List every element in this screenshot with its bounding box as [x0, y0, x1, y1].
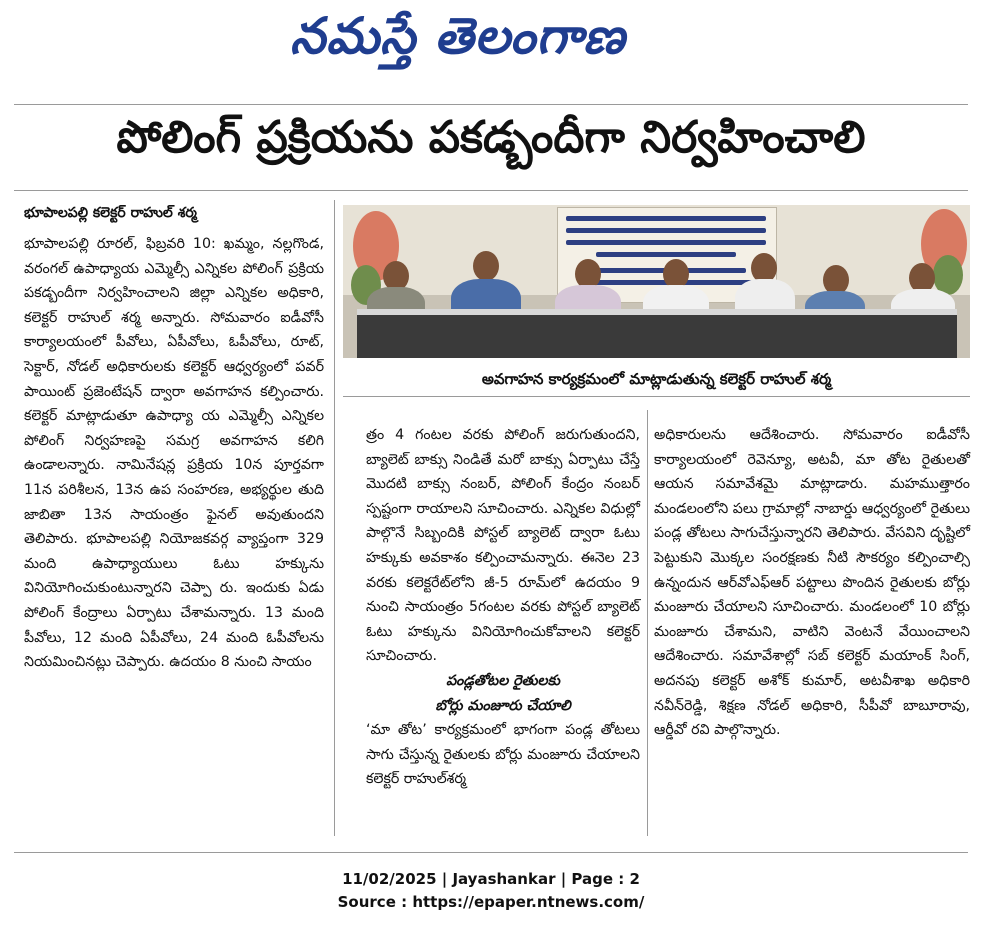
footer-date-line: 11/02/2025 | Jayashankar | Page : 2	[342, 870, 640, 888]
article-column-1	[24, 232, 324, 675]
caption-divider	[343, 396, 970, 397]
top-divider	[14, 104, 968, 105]
article-byline: భూపాలపల్లి కలెక్టర్ రాహుల్ శర్మ	[24, 205, 197, 221]
photo-caption: అవగాహన కార్యక్రమంలో మాట్లాడుతున్న కలెక్టర్ రాహుల్ శర్మ	[481, 370, 832, 388]
subheading-line-1: పండ్లతోటల రైతులకు	[446, 672, 560, 689]
headline-divider	[14, 190, 968, 191]
column-3-text: అధికారులను ఆదేశించారు. సోమవారం ఐడీవోసీ కార్యాలయంలో రెవెన్యూ, అటవీ, మా తోట రైతులతో ఆయన సమావేశమై మాట్లాడారు. మహముత్తారం మండలంలోని పలు గ్రామాల్లో నాబార్డు ఆధ్వర్యంలో రైతులు పండ్ల తోటలు సాగుచేస్తున్నారని తెలిపారు. వేసవిని దృష్టిలో పెట్టుకుని మొక్కల సంరక్షణకు నీటి సౌకర్యం కల్పించాల్సి ఉన్నందున ఆర్‌వోఎఫ్‌ఆర్ పట్టాలు పొందిన రైతులకు బోర్లు మంజూరు చేయాలని సూచించారు. మండలంలో 10 బోర్లు మంజూరు చేశామని, వాటిని వెంటనే వేయించాలని ఆదేశించారు. సమావేశాల్లో సబ్ కలెక్టర్ మయాంక్ సింగ్, అదనపు కలెక్టర్ అశోక్ కుమార్, అటవీశాఖ అధికారి నవీన్‌రెడ్డి, శిక్షణ నోడల్ అధికారి, సీపీవో బాబూరావు, ఆర్డీవో రవి పాల్గొన్నారు.	[654, 427, 970, 739]
article-column-3	[654, 423, 970, 743]
article-column-2	[366, 423, 640, 792]
column-2b-text: ‘మా తోట’ కార్యక్రమంలో భాగంగా పండ్ల తోటలు సాగు చేస్తున్న రైతులకు బోర్లు మంజూరు చేయాలని కలెక్టర్ రాహుల్‌శర్మ	[366, 722, 640, 788]
column-2-text: త్రం 4 గంటల వరకు పోలింగ్ జరుగుతుందని, బ్యాలెట్ బాక్సు నిండితే మరో బాక్సు ఏర్పాటు చేస్తే మొదటి బాక్సు నంబర్, పోలింగ్ కేంద్రం నంబర్ స్పష్టంగా రాయాలని సూచించారు. ఎన్నికల విధుల్లో పాల్గొనే సిబ్బందికి పోస్టల్ బ్యాలెట్ ద్వారా ఓటు హక్కుకు అవకాశం కల్పించామన్నారు. ఈనెల 23 వరకు కలెక్టరేట్‌లోని జీ-5 రూమ్‌లో ఉదయం 9 నుంచి సాయంత్రం 5గంటల వరకు పోస్టల్ బ్యాలెట్ ఓటు హక్కును వినియోగించుకోవాలని కలెక్టర్ సూచించారు.	[366, 427, 640, 665]
column-1-text: భూపాలపల్లి రూరల్, ఫిబ్రవరి 10: ఖమ్మం, నల్లగొండ, వరంగల్ ఉపాధ్యాయ ఎమ్మెల్సీ ఎన్నికల పోలింగ్ ప్రక్రియ పకడ్బందీగా నిర్వహించాలని జిల్లా ఎన్నికల అధికారి, కలెక్టర్ రాహుల్ శర్మ అన్నారు. సోమవారం ఐడీవోసీ కార్యాలయంలో పీవోలు, ఏపీవోలు, ఓపీవోలు, రూట్, సెక్టార్, నోడల్ అధికారులకు కలెక్టర్ ఆధ్వర్యంలో పవర్ పాయింట్ ప్రజెంటేషన్ ద్వారా అవగాహన కల్పించారు. కలెక్టర్ మాట్లాడుతూ ఉపాధ్యా య ఎమ్మెల్సీ ఎన్నికల పోలింగ్ నిర్వహణపై సమగ్ర అవగాహన కలిగి ఉండాలన్నారు. నామినేషన్ల ప్రక్రియ 10న పూర్తవగా 11న పరిశీలన, 13న ఉప సంహరణ, అభ్యర్థుల తుది జాబితా 13న సాయంత్రం ఫైనల్ అవుతుందని తెలిపారు. భూపాలపల్లి నియోజకవర్గ వ్యాప్తంగా 329 మంది ఉపాధ్యాయులు ఓటు హక్కును వినియోగించుకుంటున్నారని చెప్పా రు. ఇందుకు ఏడు పోలింగ్ కేంద్రాలు ఏర్పాటు చేశామన్నారు. 13 మంది పీవోలు, 12 మంది ఏపీవోలు, 24 మంది ఓపీవోలను నియమించినట్లు చెప్పారు. ఉదయం 8 నుంచి సాయం	[24, 236, 324, 671]
footer-source-line: Source : https://epaper.ntnews.com/	[337, 893, 645, 911]
subheading-line-2: బోర్లు మంజూరు చేయాలి	[435, 697, 571, 714]
masthead-logo: నమస్తే తెలంగాణ	[290, 6, 626, 65]
footer-divider	[14, 852, 968, 853]
column-divider-2	[647, 410, 648, 836]
masthead	[0, 0, 982, 96]
article-headline: పోలింగ్ ప్రక్రియను పకడ్బందీగా నిర్వహించాలి	[116, 112, 866, 163]
column-divider-1	[334, 200, 335, 836]
article-photo	[343, 205, 970, 358]
